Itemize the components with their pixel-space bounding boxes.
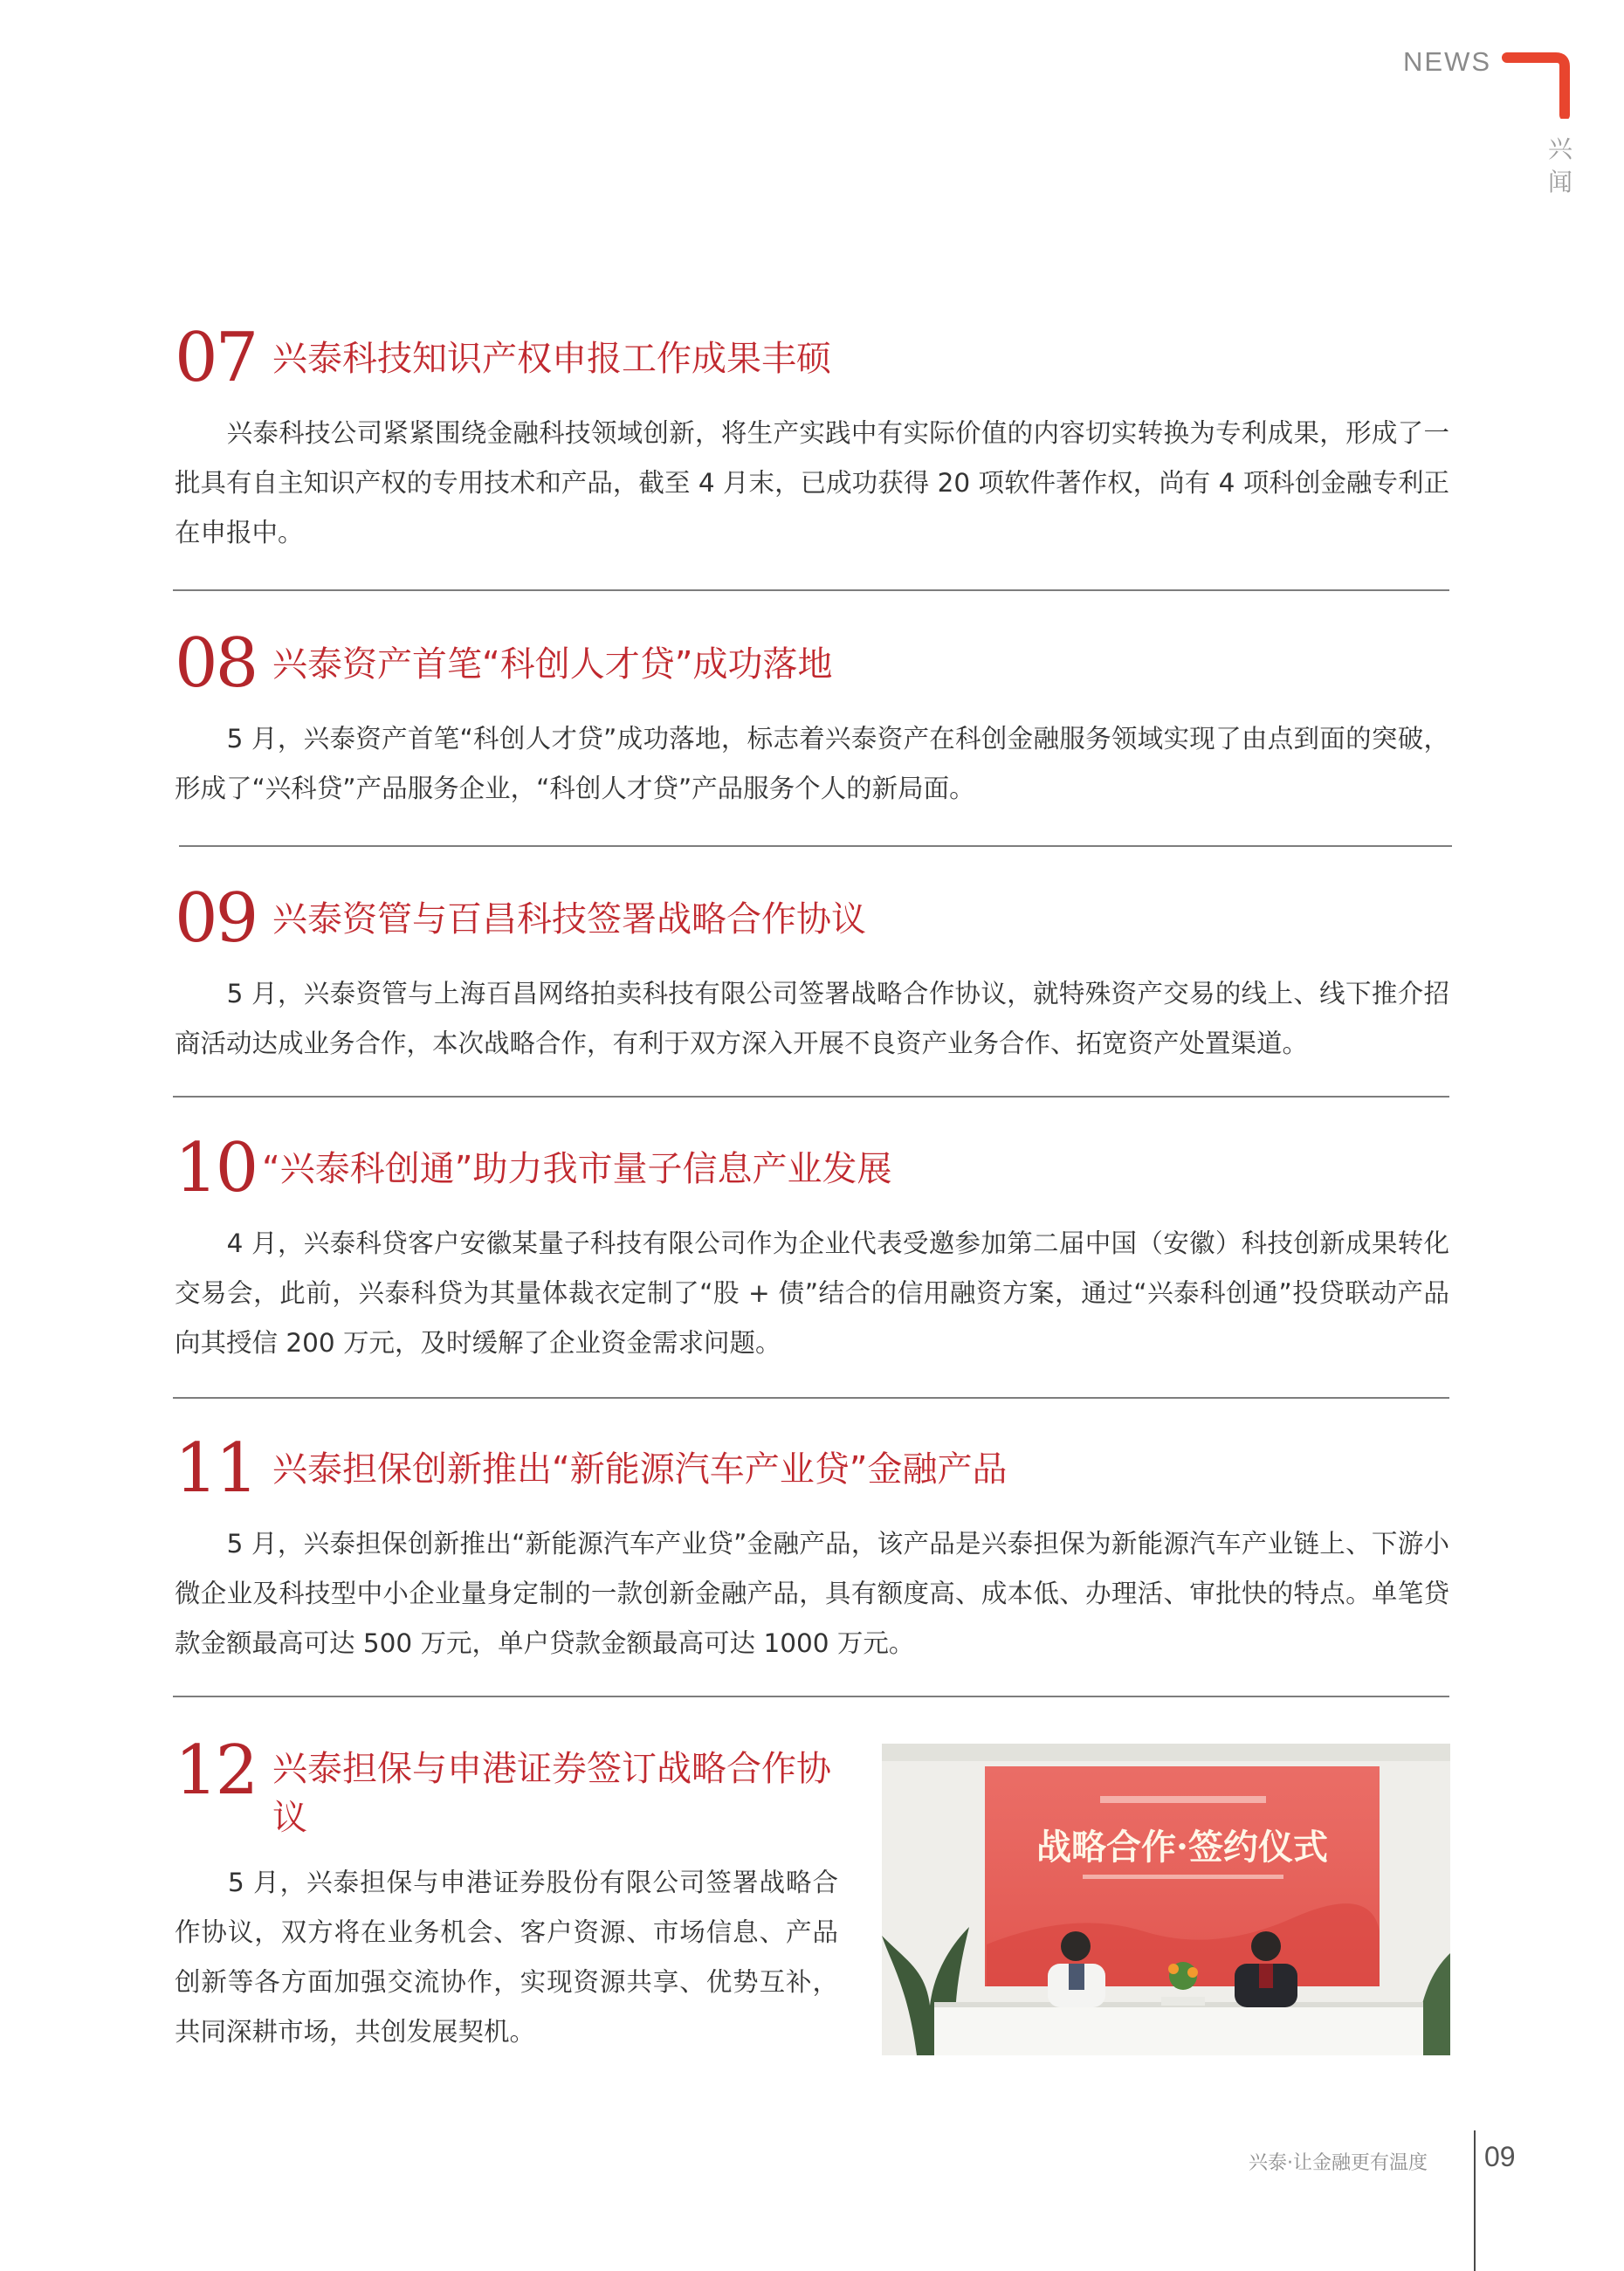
article-12	[175, 1731, 838, 2057]
article-number: 09	[175, 879, 257, 958]
article-body: 5 月，兴泰资管与上海百昌网络拍卖科技有限公司签署战略合作协议，就特殊资产交易的线上、线下推介招商活动达成业务合作，本次战略合作，有利于双方深入开展不良资产业务合作、拓宽资产处置渠道。	[175, 979, 1449, 1058]
article-body: 兴泰科技公司紧紧围绕金融科技领域创新，将生产实践中有实际价值的内容切实转换为专利成果，形成了一批具有自主知识产权的专用技术和产品，截至 4 月末，已成功获得 20 项软件著作权，尚有 4 项科创金融专利正在申报中。	[175, 418, 1449, 547]
article-number: 12	[175, 1731, 257, 1810]
article-title: “兴泰科创通”助力我市量子信息产业发展	[262, 1149, 892, 1189]
corner-mark-icon	[1502, 52, 1572, 119]
news-label: NEWS	[1403, 46, 1491, 77]
page-number: 09	[1484, 2141, 1516, 2172]
divider	[173, 1096, 1449, 1098]
divider	[173, 589, 1449, 591]
signing-ceremony-photo	[882, 1744, 1450, 2055]
footer-slogan: 兴泰·让金融更有温度	[1249, 2152, 1428, 2174]
article-body: 4 月，兴泰科贷客户安徽某量子科技有限公司作为企业代表受邀参加第二届中国（安徽）科技创新成果转化交易会，此前，兴泰科贷为其量体裁衣定制了“股 + 债”结合的信用融资方案，通过“兴泰科创通”投贷联动产品向其授信 200 万元，及时缓解了企业资金需求问题。	[175, 1228, 1449, 1358]
article-title: 兴泰科技知识产权申报工作成果丰硕	[272, 339, 831, 379]
article-title: 兴泰资管与百昌科技签署战略合作协议	[272, 899, 866, 939]
banner-title: 战略合作·签约仪式	[1036, 1827, 1328, 1868]
footer-divider	[1474, 2130, 1476, 2271]
article-body: 5 月，兴泰资产首笔“科创人才贷”成功落地，标志着兴泰资产在科创金融服务领域实现了由点到面的突破，形成了“兴科贷”产品服务企业，“科创人才贷”产品服务个人的新局面。	[175, 724, 1449, 803]
article-09	[175, 879, 1449, 1069]
article-title: 兴泰资产首笔“科创人才贷”成功落地	[272, 644, 833, 685]
divider	[179, 845, 1452, 847]
article-10	[175, 1129, 1449, 1368]
article-body: 5 月，兴泰担保与申港证券股份有限公司签署战略合作协议，双方将在业务机会、客户资源、市场信息、产品创新等各方面加强交流协作，实现资源共享、优势互补，共同深耕市场，共创发展契机。	[175, 1868, 838, 2047]
article-title: 兴泰担保创新推出“新能源汽车产业贷”金融产品	[272, 1449, 1008, 1490]
section-tag: 兴闻	[1547, 134, 1572, 196]
photo-illustration	[882, 1744, 1450, 2055]
article-08	[175, 624, 1449, 814]
article-title: 兴泰担保与申港证券签订战略合作协议	[272, 1749, 831, 1838]
divider	[173, 1696, 1449, 1697]
article-11	[175, 1429, 1449, 1669]
article-number: 11	[175, 1429, 257, 1508]
article-number: 10	[175, 1129, 257, 1208]
article-number: 07	[175, 319, 257, 397]
divider	[173, 1397, 1449, 1399]
article-number: 08	[175, 624, 257, 703]
article-body: 5 月，兴泰担保创新推出“新能源汽车产业贷”金融产品，该产品是兴泰担保为新能源汽车产业链上、下游小微企业及科技型中小企业量身定制的一款创新金融产品，具有额度高、成本低、办理活、审批快的特点。单笔贷款金额最高可达 500 万元，单户贷款金额最高可达 1000 万元。	[175, 1529, 1449, 1658]
article-07	[175, 319, 1449, 558]
